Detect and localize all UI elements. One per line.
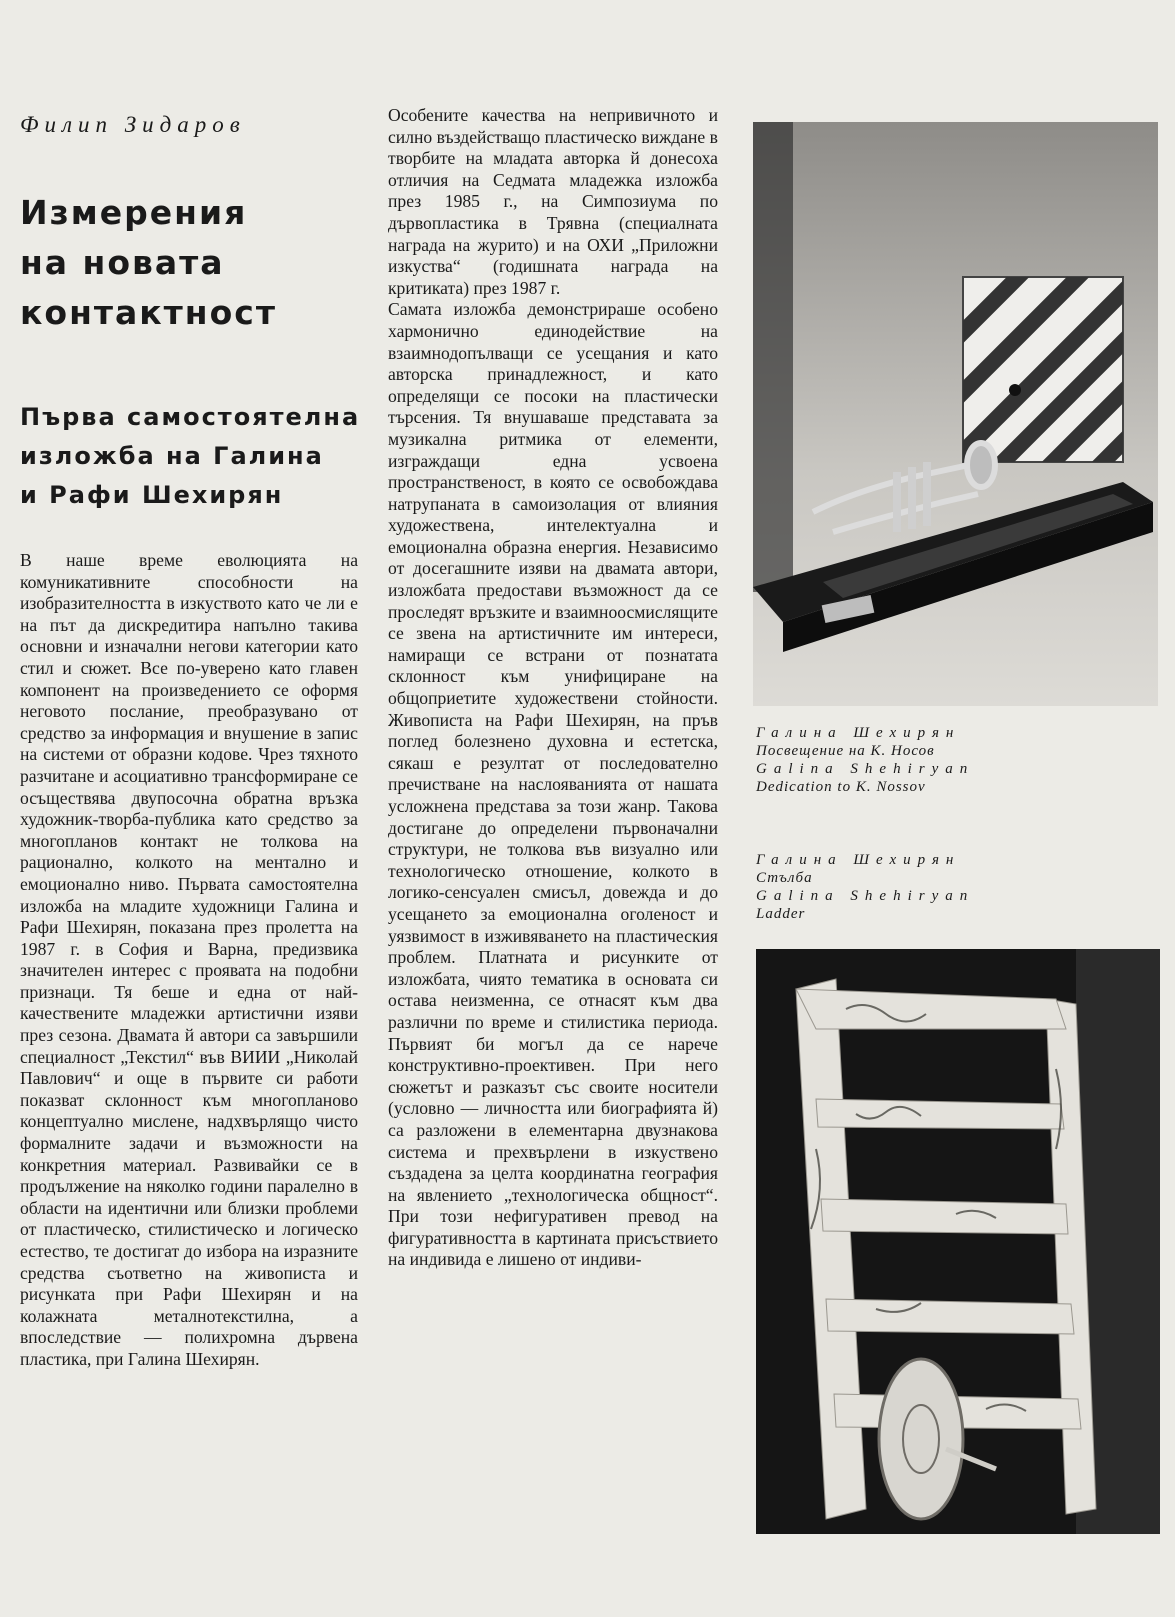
subtitle-line: и Рафи Шехирян: [20, 481, 284, 509]
text-column-1: [20, 550, 358, 1590]
caption-work-bg: Посвещение на К. Носов: [756, 743, 935, 759]
sculpture-ladder-illustration: [756, 949, 1160, 1534]
caption-work-bg: Стълба: [756, 870, 813, 886]
subtitle-line: изложба на Галина: [20, 442, 324, 470]
caption-artist-en: Galina Shehiryan: [756, 761, 975, 777]
caption-artist-bg: Галина Шехирян: [756, 852, 961, 868]
caption-work-en: Ladder: [756, 906, 806, 922]
title-line: контактност: [20, 293, 277, 332]
caption-artist-bg: Галина Шехирян: [756, 725, 961, 741]
article-subtitle: [20, 398, 380, 515]
caption-artist-en: Galina Shehiryan: [756, 888, 975, 904]
body-paragraph: В наше време еволюцията на комуникативните способности на изобразителността в изкуството като че ли е на път да дискредитира напълно такива основни и изначални негови категории като стил и сюжет. Все по-уверено като главен компонент на произведението се оформя неговото послание, преобразувано от средство за информация и внушение в запис на системи от образни кодове. Чрез тяхното разчитане и асоциативно трансформиране се осъществява двупосочна обратна връзка художник-творба-публика като средство за многопланов контакт не толкова на рационално, колкото на ментално и емоционално ниво. Първата самостоятелна изложба на младите художници Галина и Рафи Шехирян, показана през пролетта на 1987 г. в София и Варна, предизвика значителен интерес с проявата на подобни признаци. Тя беше и една от най-качествените младежки артистични изяви през сезона. Двамата й автори са завършили специалност „Текстил“ във ВИИИ „Николай Павлович“ и още в първите си работи показват склонност към многопланово концептуално мислене, надхвърлящо чисто формалните задачи и възможности на конкретния материал. Развивайки се в продължение на няколко години паралелно в области на идентични или близки проблеми от пластическо, стилистическо и логическо естество, те достигат до избора на изразните средства съответно на живописта и рисунката при Рафи Шехирян и на колажната металнотекстилна, а впоследствие — полихромна дървена пластика, при Галина Шехирян.: [20, 550, 358, 1369]
title-line: на новата: [20, 243, 225, 282]
sculpture-trumpet-illustration: [753, 122, 1158, 706]
photo-caption-1: [756, 724, 974, 796]
article-title: [20, 188, 360, 338]
artwork-photo-ladder: [756, 949, 1160, 1534]
artwork-photo-dedication: [753, 122, 1158, 706]
subtitle-line: Първа самостоятелна: [20, 403, 361, 431]
text-column-2: [388, 105, 718, 1597]
caption-work-en: Dedication to K. Nossov: [756, 779, 926, 795]
body-paragraph: Самата изложба демонстрираше особено хармонично единодействие на взаимнодопълващи се усещания и като авторска принадлежност, и като определящи се посоки на пластически търсения. Тя внушаваше представата за музикална ритмика от елементи, изграждащи една усвоена пространственост, в която се освобождава натрупаната в самоизолация от влияния художествена, интелектуална и емоционална образна енергия. Независимо от досегашните изяви на двамата автори, изложбата предостави възможност да се проследят връзките и взаимноосмислящите се звена на артистичните им интереси, намиращи се встрани от познатата склонност към унифициране на общоприетите художествени стойности. Живописта на Рафи Шехирян, на пръв поглед болезнено духовна и естетска, сякаш е резултат от последователно пречистване на наслояванията от нашата усложнена представа за този жанр. Такова достигане до определени първоначални структури, не толкова във визуално или технологическо отношение, колкото в логико-сенсуален смисъл, довежда и до усещането за емоционална оголеност и уязвимост в изживяването на пластическия проблем. Платната и рисунките от изложбата, чиято тематика в основата си остава неизменна, се отнасят към два различни по време и стилистика периода. Първият би могъл да се нарече конструктивно-проективен. При него сюжетът и разказът със своите носители (условно — личността или биографията й) са разложени в елементарна двузнакова система и прехвърлени в изкуствено създадена за целта координатна география на явлението „технологическа общност“. При този нефигуративен превод на фигуративността в картината присъствието на индивида е лишено от индиви-: [388, 299, 718, 1270]
author-name: Филип Зидаров: [20, 112, 246, 137]
body-paragraph: Особените качества на непривичното и силно въздействащо пластическо виждане в творбите на младата авторка й донесоха отличия на Седмата младежка изложба през 1985 г., на Симпозиума по дървопластика в Трявна (специалната награда на журито) и на ОХИ „Приложни изкуства“ (годишната награда на критиката) през 1987 г.: [388, 105, 718, 298]
title-line: Измерения: [20, 193, 248, 232]
photo-caption-2: [756, 851, 974, 923]
